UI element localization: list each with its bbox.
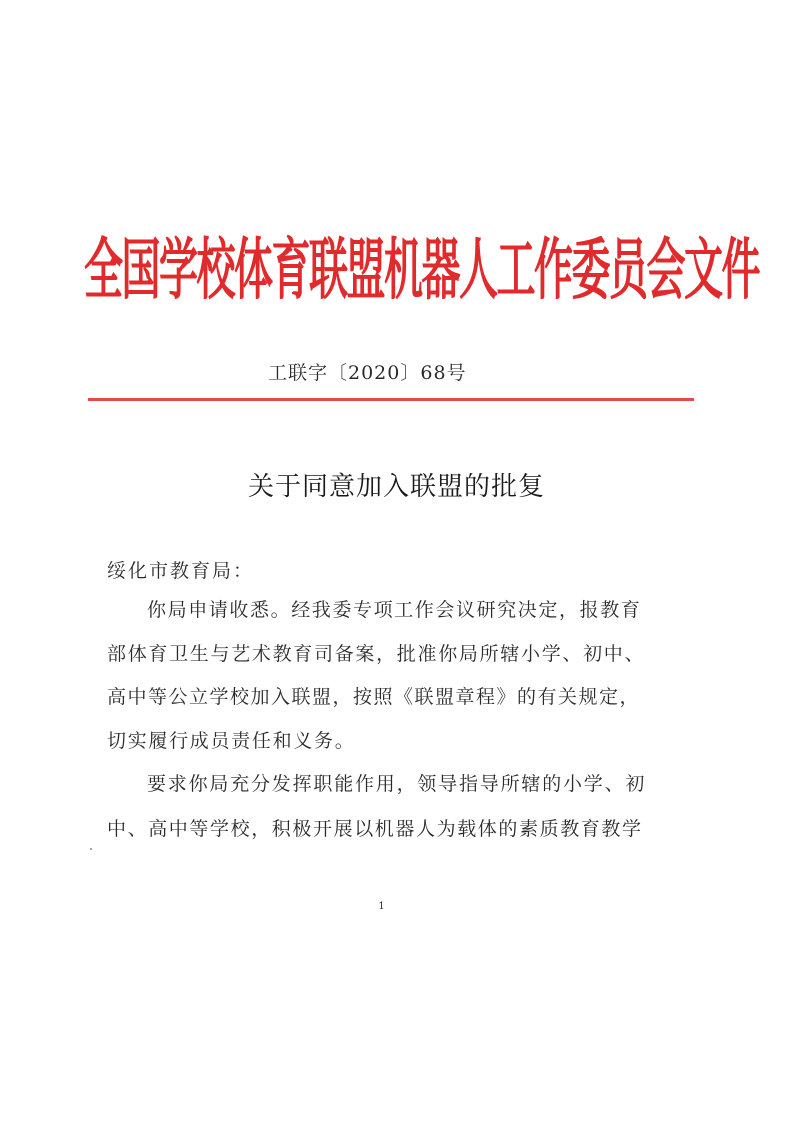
body-line: 高中等公立学校加入联盟，按照《联盟章程》的有关规定， xyxy=(107,686,641,708)
salutation: 绥化市教育局： xyxy=(107,560,255,582)
document-number: 工联字〔2020〕68号 xyxy=(268,362,467,384)
scan-artifact xyxy=(90,848,92,850)
red-divider-rule xyxy=(88,398,694,401)
body-line: 要求你局充分发挥职能作用，领导指导所辖的小学、初 xyxy=(147,773,647,795)
page-number: 1 xyxy=(378,901,385,912)
body-line: 你局申请收悉。经我委专项工作会议研究决定，报教育 xyxy=(147,599,642,621)
body-line: 中、高中等学校，积极开展以机器人为载体的素质教育教学 xyxy=(107,818,643,840)
body-line: 切实履行成员责任和义务。 xyxy=(107,730,356,752)
body-line: 部体育卫生与艺术教育司备案，批准你局所辖小学、初中、 xyxy=(107,643,646,665)
document-header-title: 全国学校体育联盟机器人工作委员会文件 xyxy=(84,232,760,310)
document-title: 关于同意加入联盟的批复 xyxy=(247,472,545,502)
